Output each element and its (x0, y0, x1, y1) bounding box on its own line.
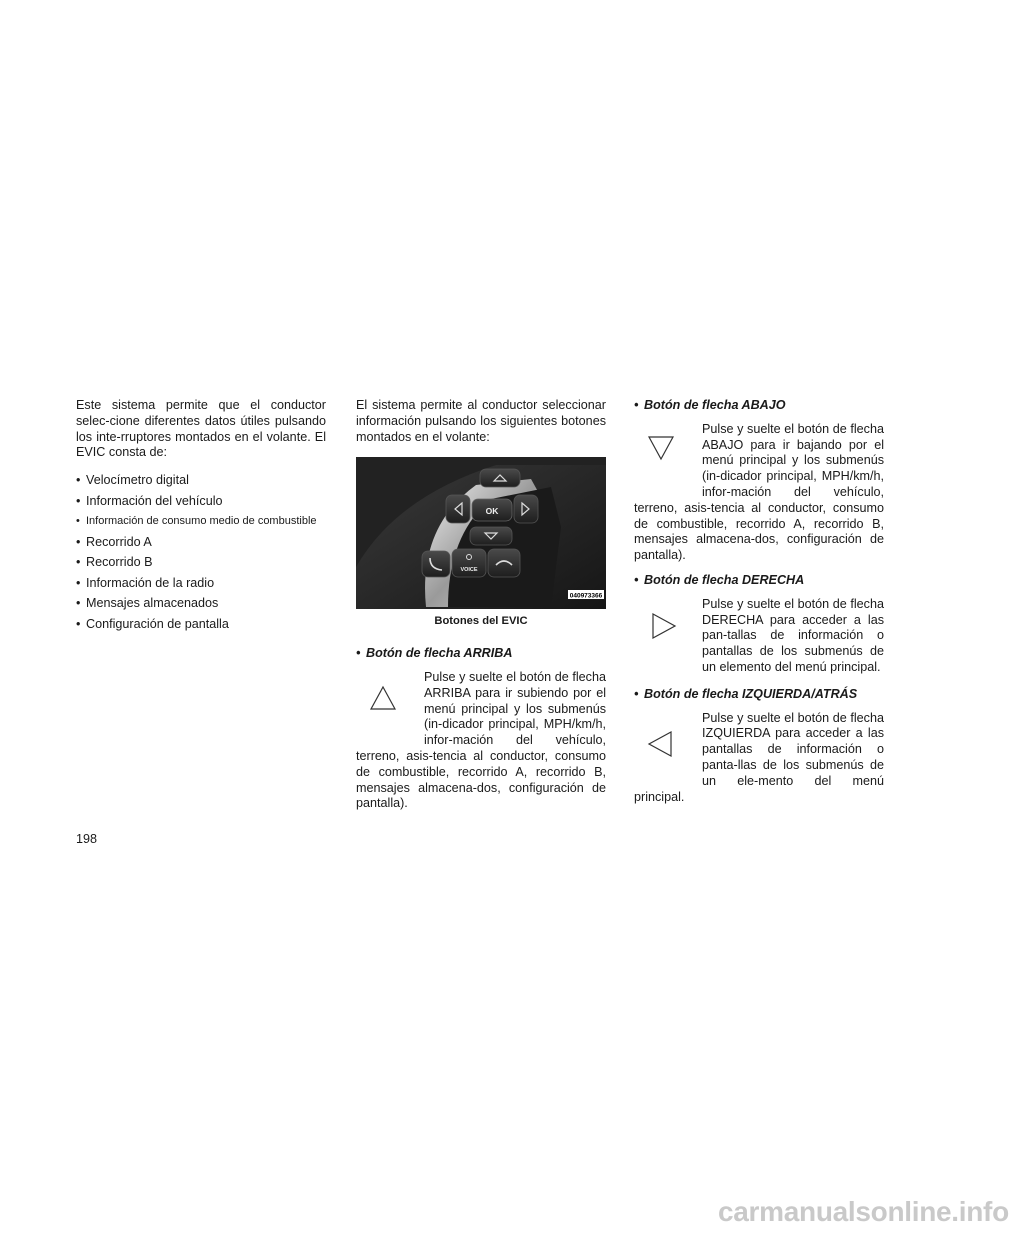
page-number: 198 (76, 832, 98, 846)
up-arrow-button (480, 469, 520, 487)
right-column (634, 398, 884, 805)
down-triangle-icon (646, 432, 676, 462)
left-arrow-description (634, 711, 884, 806)
up-arrow-description (356, 670, 606, 812)
phone-button (422, 551, 450, 577)
left-arrow-text: Pulse y suelte el botón de flecha IZQUIERDA para acceder a las pantallas de información o panta-llas de los submenús de un ele-mento del menú principal. (634, 710, 884, 804)
right-triangle-icon (648, 611, 678, 641)
down-arrow-button (470, 527, 512, 545)
list-item: • Configuración de pantalla (76, 616, 229, 631)
figure-caption: Botones del EVIC (434, 615, 528, 628)
hang-up-button (488, 549, 520, 577)
watermark: carmanualsonline.info (718, 1196, 1009, 1227)
evic-buttons-figure (356, 457, 606, 609)
list-item: • Información del vehículo (76, 493, 223, 508)
down-arrow-symbol (634, 422, 702, 488)
down-arrow-text: Pulse y suelte el botón de flecha ABAJO para ir bajando por el menú principal y los submenús (in-dicador principal, MPH/km/h, infor-mación del vehículo, terreno, asis-tencia al conductor, consumo de combustible, recorrido A, recorrido B, mensajes almacena-dos, configuración de pantalla). (634, 421, 884, 563)
up-arrow-symbol (356, 670, 424, 736)
right-arrow-text: Pulse y suelte el botón de flecha DERECHA para acceder a las pan-tallas de información o pantallas de los submenús de un elemento del menú principal. (702, 596, 884, 674)
left-triangle-icon (646, 729, 676, 759)
up-arrow-text: Pulse y suelte el botón de flecha ARRIBA para ir subiendo por el menú principal y los submenús (in-dicador principal, MPH/km/h, infor-mación del vehículo, terreno, asis-tencia al conductor, consumo de combustible, recorrido A, recorrido B, mensajes almacena-dos, configuración de pantalla). (356, 669, 606, 811)
down-arrow-heading: • Botón de flecha ABAJO (634, 398, 786, 412)
right-arrow-description (634, 597, 884, 676)
intro-paragraph-2: El sistema permite al conductor seleccionar información pulsando los siguientes botones montados en el volante: (356, 398, 606, 444)
list-item: • Mensajes almacenados (76, 596, 219, 611)
ok-label: OK (485, 506, 499, 517)
figure-code: 040973366 (569, 592, 603, 600)
list-item: • Recorrido B (76, 555, 153, 570)
feature-list (76, 470, 326, 634)
left-arrow-button (446, 495, 470, 523)
left-arrow-heading: • Botón de flecha IZQUIERDA/ATRÁS (634, 686, 858, 701)
right-arrow-button (514, 495, 538, 523)
steering-wheel-buttons-illustration (356, 457, 606, 609)
down-arrow-description (634, 422, 884, 564)
up-triangle-icon (368, 684, 398, 714)
voice-label: VOICE (460, 567, 478, 574)
list-item: • Información de consumo medio de combustible (76, 515, 317, 528)
list-item: • Velocímetro digital (76, 473, 189, 488)
list-item: • Información de la radio (76, 575, 215, 590)
middle-column (356, 398, 606, 812)
up-arrow-heading: • Botón de flecha ARRIBA (356, 646, 513, 661)
list-item: • Recorrido A (76, 534, 152, 549)
right-arrow-symbol (634, 597, 702, 663)
left-column (76, 398, 326, 634)
intro-paragraph: Este sistema permite que el conductor selec-cione diferentes datos útiles pulsando los inte-rruptores montados en el volante. El EVIC consta de: (76, 398, 326, 460)
right-arrow-heading: • Botón de flecha DERECHA (634, 572, 805, 587)
left-arrow-symbol (634, 711, 702, 777)
